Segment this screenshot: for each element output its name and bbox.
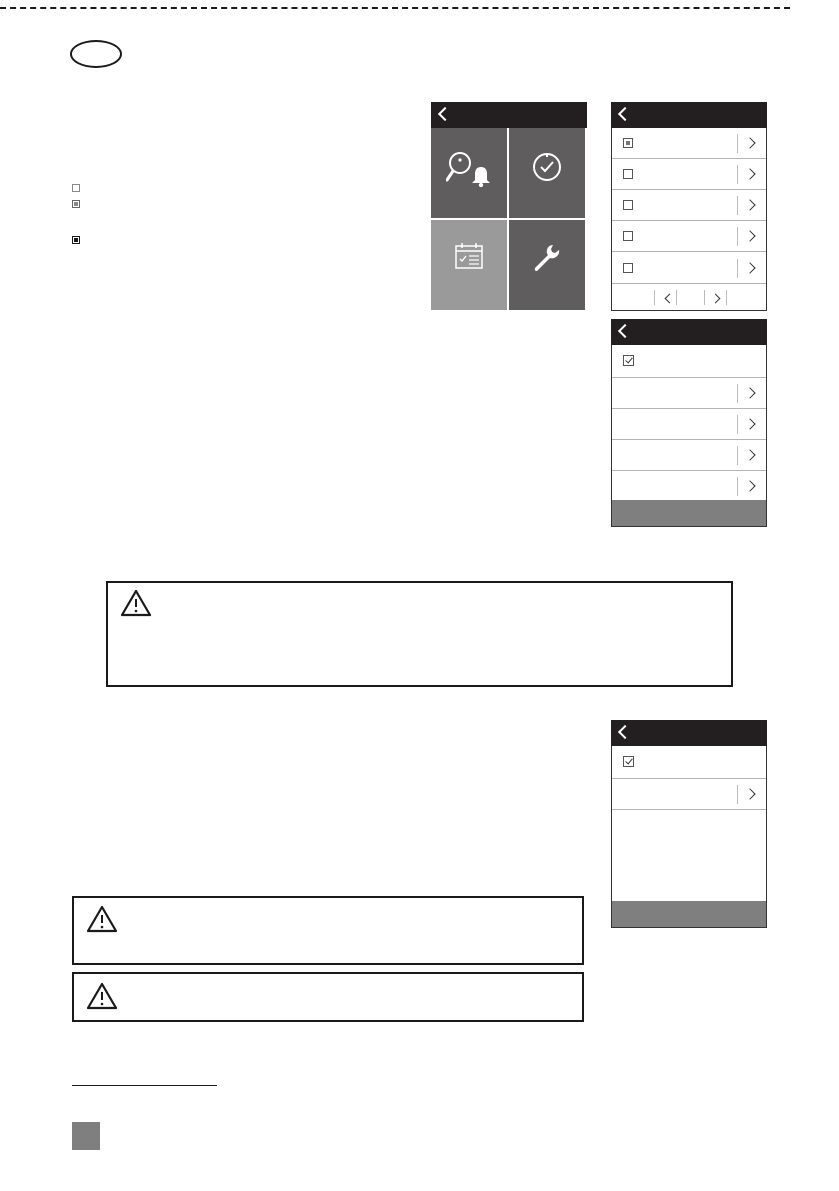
screen-header xyxy=(611,102,767,128)
list-item[interactable] xyxy=(612,190,766,221)
legend-selected-icon xyxy=(72,236,80,244)
page-prev-icon[interactable] xyxy=(665,294,675,304)
screen-header xyxy=(431,102,587,128)
screen-header xyxy=(611,319,767,345)
top-dashed-rule xyxy=(0,7,790,9)
warning-box xyxy=(106,581,733,687)
chevron-right-icon[interactable] xyxy=(744,387,755,398)
pagination xyxy=(612,285,766,311)
list-screen-b xyxy=(611,319,767,527)
list-item[interactable] xyxy=(612,128,766,159)
chevron-right-icon[interactable] xyxy=(744,788,755,799)
partial-checkbox-icon[interactable] xyxy=(623,138,633,148)
chevron-right-icon[interactable] xyxy=(744,199,755,210)
language-badge xyxy=(70,40,122,68)
legend-unchecked-icon xyxy=(72,184,80,192)
list-item-checked[interactable] xyxy=(612,746,766,779)
chevron-right-icon[interactable] xyxy=(744,418,755,429)
warning-box xyxy=(72,896,584,965)
list-item[interactable] xyxy=(612,378,766,409)
chevron-right-icon[interactable] xyxy=(744,168,755,179)
checkbox-icon[interactable] xyxy=(623,169,633,179)
checkbox-icon[interactable] xyxy=(623,200,633,210)
chevron-right-icon[interactable] xyxy=(744,480,755,491)
tile-search-alarm[interactable] xyxy=(431,128,507,218)
tile-clock[interactable] xyxy=(509,128,585,218)
search-alarm-icon xyxy=(446,150,492,190)
warning-triangle-icon xyxy=(120,589,152,617)
chevron-right-icon[interactable] xyxy=(744,449,755,460)
checkmark-checkbox-icon[interactable] xyxy=(623,355,634,366)
list-item[interactable] xyxy=(612,779,766,810)
calendar-checklist-icon xyxy=(454,242,484,270)
checkbox-icon[interactable] xyxy=(623,231,633,241)
checkbox-icon[interactable] xyxy=(623,263,633,273)
wrench-icon xyxy=(531,242,563,274)
list-item[interactable] xyxy=(612,471,766,502)
checkmark-checkbox-icon[interactable] xyxy=(623,756,634,767)
list-item[interactable] xyxy=(612,253,766,284)
clock-icon xyxy=(530,150,564,184)
warning-box xyxy=(72,972,584,1022)
footnote-rule xyxy=(72,1085,217,1086)
list-screen-c xyxy=(611,720,767,928)
back-icon[interactable] xyxy=(438,107,452,121)
list-item[interactable] xyxy=(612,159,766,190)
page-next-icon[interactable] xyxy=(711,294,721,304)
warning-triangle-icon xyxy=(86,905,118,933)
screen-footer-bar[interactable] xyxy=(612,500,766,526)
chevron-right-icon[interactable] xyxy=(744,230,755,241)
tile-calendar[interactable] xyxy=(431,220,507,310)
tile-menu-screen xyxy=(431,102,587,310)
tile-settings[interactable] xyxy=(509,220,585,310)
back-icon[interactable] xyxy=(618,725,632,739)
chevron-right-icon[interactable] xyxy=(744,137,755,148)
back-icon[interactable] xyxy=(618,324,632,338)
list-item[interactable] xyxy=(612,409,766,440)
screen-footer-bar[interactable] xyxy=(612,901,766,927)
warning-triangle-icon xyxy=(86,982,118,1010)
page-marker xyxy=(72,1122,100,1150)
list-item-checked[interactable] xyxy=(612,345,766,378)
back-icon[interactable] xyxy=(618,107,632,121)
screen-header xyxy=(611,720,767,746)
list-item[interactable] xyxy=(612,221,766,252)
legend-partial-icon xyxy=(72,200,80,208)
list-screen-a xyxy=(611,102,767,311)
chevron-right-icon[interactable] xyxy=(744,262,755,273)
list-item[interactable] xyxy=(612,440,766,471)
